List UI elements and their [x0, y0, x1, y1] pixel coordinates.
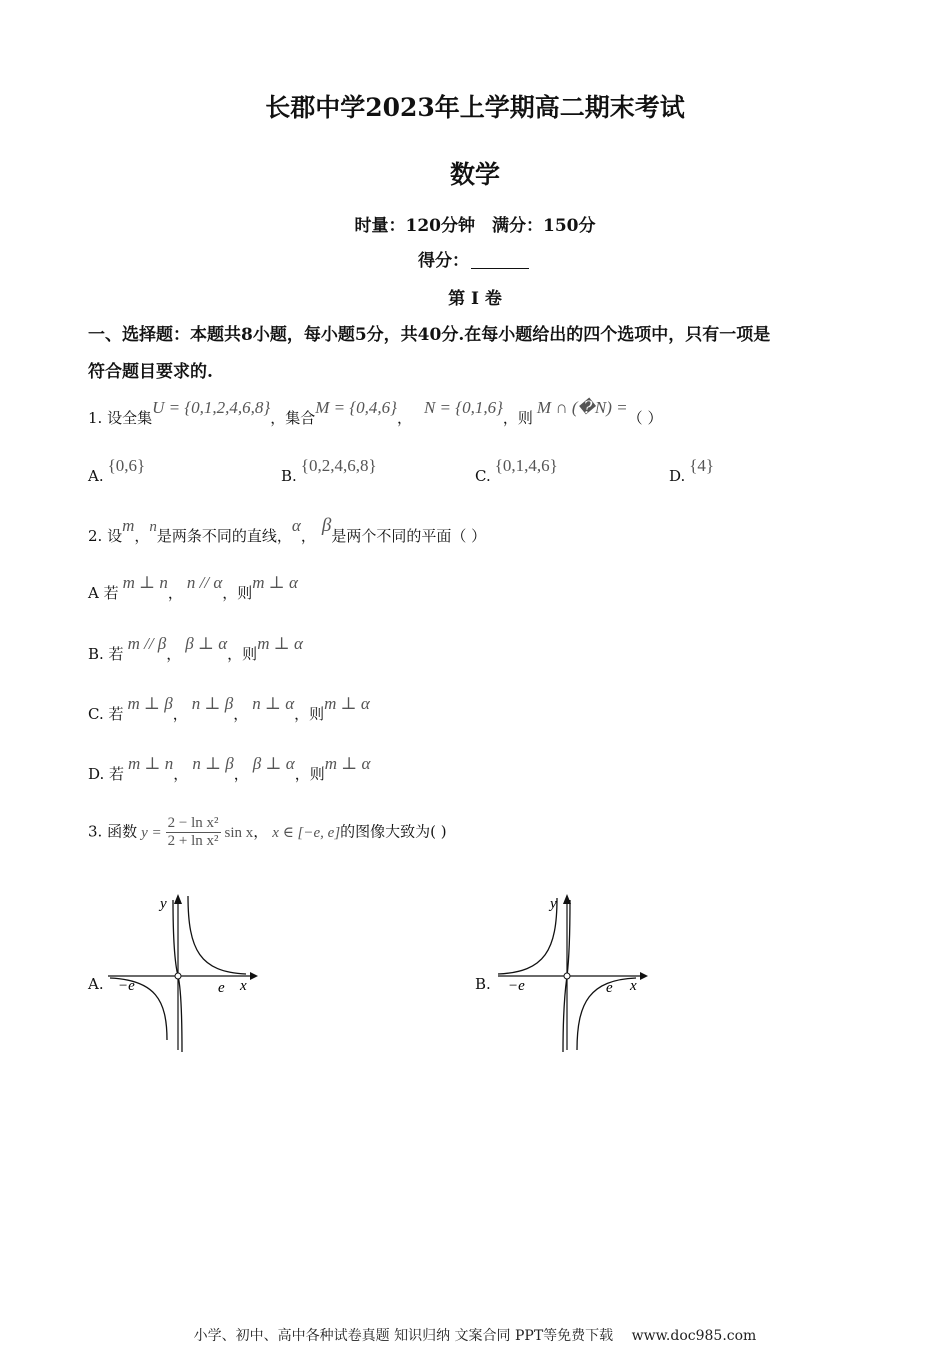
q2-option-d-conclusion: m ⊥ α [324, 754, 371, 773]
q1-set-M: M = {0,4,6} [315, 398, 397, 417]
score-field [418, 246, 529, 271]
q1-text-2: ，集合 [270, 409, 316, 427]
q3-option-a-graph [100, 890, 260, 1055]
q1-text-3: ， [396, 409, 412, 427]
q3-b-pos-e-label: e [606, 980, 613, 996]
q1-option-c-label: C. [475, 467, 491, 485]
q1-option-c [475, 456, 558, 485]
q3-sin: sin x [224, 824, 254, 841]
q1-option-b-label: B. [281, 467, 297, 485]
q2-comma-1: ， [134, 527, 150, 545]
page-footer: 小学、初中、高中各种试卷真题 知识归纳 文案合同 PPT等免费下载 www.doc985.com [193, 1328, 757, 1344]
q1-option-b [281, 456, 377, 485]
q2-option-d: D. 若m ⊥ n，n ⊥ β，β ⊥ α，则m ⊥ α [88, 754, 371, 783]
q1-option-d-label: D. [669, 467, 686, 485]
q3-y-equals: y = [141, 824, 162, 841]
q2-var-beta: β [321, 515, 332, 536]
subject-title: 数学 [449, 160, 500, 189]
q2-option-c-then: ，则 [294, 705, 325, 723]
q1-option-d [669, 456, 714, 485]
q1-expression: M ∩ (�N) = [536, 398, 628, 417]
q1-set-N: N = {0,1,6} [423, 398, 503, 417]
q3-option-b-label: B. [475, 975, 491, 993]
q2-option-d-then: ，则 [294, 765, 325, 783]
q3-a-x-label: x [240, 978, 247, 994]
q2-option-b-conclusion: m ⊥ α [257, 634, 303, 653]
q2-option-c-cond-2: n ⊥ β [191, 694, 234, 713]
q3-b-curve-left-upper [498, 898, 557, 974]
q1-option-a-value: {0,6} [107, 456, 146, 475]
question-3 [88, 815, 447, 850]
q2-option-c: C. 若m ⊥ β，n ⊥ β，n ⊥ α，则m ⊥ α [88, 694, 370, 723]
q2-text-2: 是两个不同的平面（ ） [331, 527, 487, 545]
q3-b-x-label: x [630, 978, 637, 994]
q3-b-x-arrow [640, 972, 648, 980]
q2-option-b: B. 若m // β，β ⊥ α，则m ⊥ α [88, 634, 303, 663]
q3-a-pos-e-label: e [218, 980, 225, 996]
volume-label: 第 Ⅰ 卷 [448, 289, 502, 309]
q3-option-a-label: A. [88, 975, 104, 993]
time-info: 时量：120分钟 满分：150分 [354, 216, 596, 236]
q2-option-a: A 若m ⊥ n，n // α，则m ⊥ α [88, 573, 298, 602]
q3-prefix: 3. 函数 [88, 822, 138, 841]
q3-text-1: 的图像大致为( ) [340, 822, 447, 841]
q3-comma: ， [253, 822, 269, 841]
q2-var-n: n [149, 519, 157, 535]
q3-option-b-graph [490, 890, 650, 1055]
q2-text-1: 是两条不同的直线， [156, 527, 292, 545]
q2-prefix: 2. 设 [88, 527, 123, 545]
q3-a-origin [175, 973, 181, 979]
q3-a-y-arrow [174, 894, 182, 904]
q2-option-a-cond-2: n // α [186, 573, 223, 592]
q2-option-b-cond-2: β ⊥ α [185, 634, 228, 653]
q1-option-b-value: {0,2,4,6,8} [300, 456, 377, 475]
q2-option-c-cond-3: n ⊥ α [252, 694, 295, 713]
question-1 [88, 398, 662, 428]
q3-numerator: 2 − ln x² [167, 815, 219, 831]
score-label: 得分： [418, 251, 469, 271]
q2-option-c-label: C. 若 [88, 705, 124, 723]
q3-denominator: 2 + ln x² [167, 833, 219, 849]
q3-b-origin [564, 973, 570, 979]
q2-option-d-cond-1: m ⊥ n [128, 754, 174, 773]
q3-b-neg-e-label: −e [508, 978, 525, 994]
q1-prefix: 1. 设全集 [88, 409, 153, 427]
q2-var-alpha: α [291, 516, 301, 535]
q2-option-a-label: A 若 [88, 584, 119, 602]
q3-a-curve-right-upper [188, 896, 246, 974]
q1-paren: （ ） [627, 409, 663, 427]
q1-set-U: U = {0,1,2,4,6,8} [152, 398, 271, 417]
q2-option-c-conclusion: m ⊥ α [324, 694, 370, 713]
q2-comma-2: ， [300, 527, 316, 545]
q3-a-y-label: y [160, 896, 167, 912]
q2-option-b-cond-1: m // β [127, 634, 167, 653]
q3-a-x-arrow [250, 972, 258, 980]
q2-option-c-cond-1: m ⊥ β [127, 694, 173, 713]
score-blank [471, 252, 529, 269]
q1-text-4: ，则 [502, 409, 533, 427]
q3-b-y-label: y [550, 896, 557, 912]
q2-option-b-label: B. 若 [88, 645, 124, 663]
q2-option-d-cond-3: β ⊥ α [252, 754, 295, 773]
section-heading-line2: 符合题目要求的. [88, 362, 213, 382]
q2-option-b-then: ，则 [227, 645, 258, 663]
q3-domain: x ∈ [−e, e] [272, 824, 341, 841]
q2-option-a-cond-1: m ⊥ n [122, 573, 168, 592]
q2-option-a-conclusion: m ⊥ α [252, 573, 298, 592]
section-heading-line1: 一、选择题：本题共8小题，每小题5分，共40分.在每小题给出的四个选项中，只有一项是 [88, 325, 771, 345]
q2-option-d-label: D. 若 [88, 765, 125, 783]
q2-option-a-then: ，则 [222, 584, 253, 602]
q2-option-d-cond-2: n ⊥ β [192, 754, 234, 773]
q3-a-neg-e-label: −e [118, 978, 135, 994]
question-2 [88, 515, 486, 546]
q1-option-a-label: A. [88, 467, 104, 485]
q3-fraction [166, 815, 221, 850]
q2-var-m: m [122, 516, 135, 535]
q1-option-d-value: {4} [689, 456, 715, 475]
q1-option-a [88, 456, 145, 485]
exam-title: 长郡中学2023年上学期高二期末考试 [265, 93, 685, 122]
q1-option-c-value: {0,1,4,6} [494, 456, 558, 475]
